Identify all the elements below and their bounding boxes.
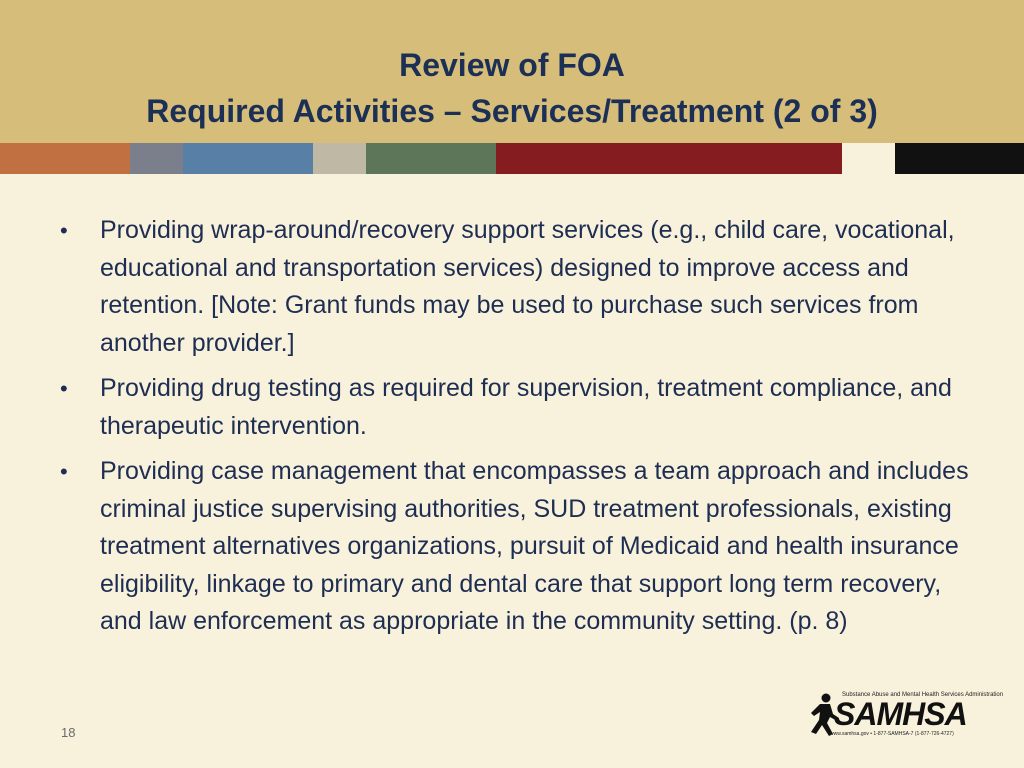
color-stripe — [0, 143, 1024, 174]
stripe-segment — [895, 143, 1024, 174]
stripe-segment — [183, 143, 313, 174]
bullet-dot: • — [60, 376, 68, 401]
title-line-2: Required Activities – Services/Treatment (2 of 3) — [146, 93, 878, 129]
stripe-segment — [0, 143, 130, 174]
bullet-text: Providing drug testing as required for supervision, treatment compliance, and therapeutic intervention. — [100, 374, 952, 440]
stripe-segment — [366, 143, 496, 174]
slide-title — [0, 42, 1024, 134]
stripe-segment — [842, 143, 895, 174]
logo-tagline: Substance Abuse and Mental Health Services Administration — [842, 692, 1004, 698]
bullet-text: Providing wrap-around/recovery support services (e.g., child care, vocational, educational and transportation services) designed to improve access and retention. [Note: Grant funds may be used to purchase such services from another provider.] — [100, 216, 955, 357]
list-item — [56, 453, 976, 641]
list-item — [56, 370, 976, 445]
logo-contact: www.samhsa.gov • 1-877-SAMHSA-7 (1-877-726-4727) — [830, 731, 954, 737]
samhsa-logo — [806, 690, 1004, 740]
bullet-dot: • — [60, 218, 68, 243]
stripe-segment — [313, 143, 366, 174]
bullet-list — [56, 212, 976, 649]
stripe-segment — [130, 143, 183, 174]
header-band — [0, 0, 1024, 143]
bullet-dot: • — [60, 459, 68, 484]
bullet-text: Providing case management that encompasses a team approach and includes criminal justice supervising authorities, SUD treatment professionals, existing treatment alternatives organizations, pursuit of Medicaid and health insurance eligibility, linkage to primary and dental care that support long term recovery, and law enforcement as appropriate in the community setting. (p. 8) — [100, 457, 969, 635]
title-line-1: Review of FOA — [399, 47, 625, 83]
page-number: 18 — [61, 725, 76, 740]
logo-wordmark: SAMHSA — [834, 696, 967, 732]
stripe-segment — [496, 143, 842, 174]
list-item — [56, 212, 976, 362]
